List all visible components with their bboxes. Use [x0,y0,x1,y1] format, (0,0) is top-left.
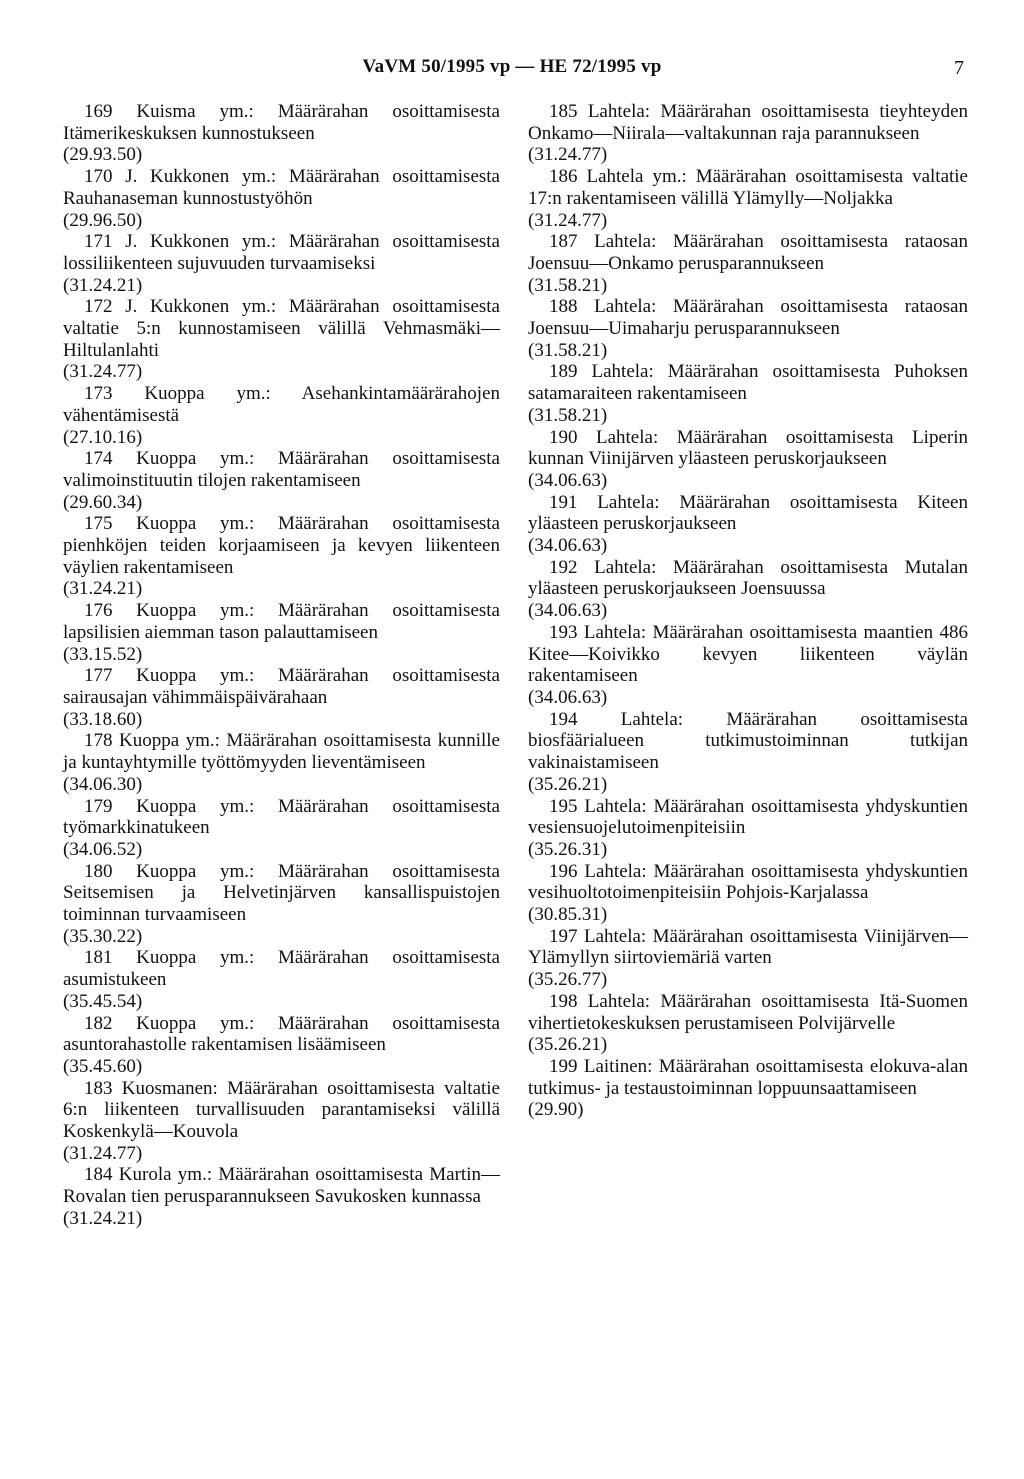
motion-title: 189 Lahtela: Määrärahan osoittamisesta Puhoksen satamaraiteen rakentamiseen [528,361,968,405]
budget-item-code: (31.24.21) [63,1207,143,1229]
motion-entry [63,665,500,730]
budget-item-code: (34.06.63) [528,469,608,491]
budget-item-code: (33.15.52) [63,643,143,665]
motion-title: 193 Lahtela: Määrärahan osoittamisesta maantien 486 Kitee—Koivikko kevyen liikenteen väylän rakentamiseen [528,621,968,687]
motion-title: 190 Lahtela: Määrärahan osoittamisesta Liperin kunnan Viinijärven yläasteen peruskorjaukseen [528,426,968,470]
motion-entry [63,231,500,296]
budget-item-code: (35.45.54) [63,990,143,1012]
motion-entry [63,600,500,665]
budget-item-code: (35.26.31) [528,838,608,860]
budget-item-code: (34.06.52) [63,838,143,860]
motion-entry [63,383,500,448]
budget-item-code: (27.10.16) [63,426,143,448]
motion-entry [528,296,968,361]
motion-title: 186 Lahtela ym.: Määrärahan osoittamisesta valtatie 17:n rakentamiseen välillä Ylämylly—Noljakka [528,166,968,209]
motion-title: 185 Lahtela: Määrärahan osoittamisesta tieyhteyden Onkamo—Niirala—valtakunnan raja parannukseen [528,101,968,144]
motion-title: 197 Lahtela: Määrärahan osoittamisesta Viinijärven—Ylämyllyn siirtoviemäriä varten [528,925,968,969]
motion-entry [528,622,968,709]
budget-item-code: (29.60.34) [63,491,143,513]
motion-entry [528,427,968,492]
motion-entry [528,166,968,231]
motion-title: 198 Lahtela: Määrärahan osoittamisesta Itä-Suomen vihertietokeskuksen perustamiseen Polvijärvelle [528,990,968,1034]
budget-item-code: (34.06.63) [528,600,608,622]
budget-item-code: (31.58.21) [528,274,608,296]
motion-entry [528,991,968,1056]
motion-entry [63,947,500,1012]
motion-entry [528,709,968,796]
budget-item-code: (33.18.60) [63,708,143,730]
budget-item-code: (35.26.21) [528,773,608,795]
motion-entry [63,296,500,383]
budget-item-code: (34.06.30) [63,773,143,795]
budget-item-code: (35.30.22) [63,925,143,947]
motion-title: 176 Kuoppa ym.: Määrärahan osoittamisesta lapsilisien aiemman tason palauttamiseen [63,600,500,643]
motion-title: 170 J. Kukkonen ym.: Määrärahan osoittamisesta Rauhanaseman kunnostustyöhön [63,166,500,209]
motion-title: 169 Kuisma ym.: Määrärahan osoittamisesta Itämerikeskuksen kunnostukseen [63,101,500,144]
motion-title: 188 Lahtela: Määrärahan osoittamisesta rataosan Joensuu—Uimaharju perusparannukseen [528,296,968,340]
budget-item-code: (31.24.77) [63,361,143,383]
right-column [528,101,968,1121]
motion-title: 194 Lahtela: Määrärahan osoittamisesta biosfäärialueen tutkimustoiminnan tutkijan vakinaistamiseen [528,708,968,774]
motion-title: 196 Lahtela: Määrärahan osoittamisesta yhdyskuntien vesihuoltotoimenpiteisiin Pohjois-Karjalassa [528,860,968,904]
motion-title: 180 Kuoppa ym.: Määrärahan osoittamisesta Seitsemisen ja Helvetinjärven kansallispuistojen toiminnan turvaamiseen [63,860,500,926]
motion-entry [528,861,968,926]
motion-title: 199 Laitinen: Määrärahan osoittamisesta elokuva-alan tutkimus- ja testaustoiminnan loppuunsaattamiseen [528,1055,968,1099]
motion-title: 181 Kuoppa ym.: Määrärahan osoittamisesta asumistukeen [63,947,500,991]
motion-entry [63,1013,500,1078]
motion-entry [63,861,500,948]
budget-item-code: (29.93.50) [63,144,143,166]
motion-entry [63,513,500,600]
budget-item-code: (30.85.31) [528,904,608,926]
budget-item-code: (29.96.50) [63,209,143,231]
motion-entry [528,101,968,166]
motion-entry [528,361,968,426]
motion-title: 184 Kurola ym.: Määrärahan osoittamisesta Martin—Rovalan tien perusparannukseen Savukosken kunnassa [63,1164,500,1208]
motion-title: 195 Lahtela: Määrärahan osoittamisesta yhdyskuntien vesiensuojelutoimenpiteisiin [528,795,968,839]
budget-item-code: (31.24.21) [63,578,143,600]
budget-item-code: (31.24.21) [63,274,143,296]
budget-item-code: (29.90) [528,1099,584,1121]
motion-title: 172 J. Kukkonen ym.: Määrärahan osoittamisesta valtatie 5:n kunnostamiseen välillä Vehmasmäki—Hiltulanlahti [63,296,500,361]
motion-entry [63,101,500,166]
page-header [0,56,1024,86]
budget-item-code: (34.06.63) [528,686,608,708]
motion-entry [528,557,968,622]
motion-entry [528,926,968,991]
motion-title: 191 Lahtela: Määrärahan osoittamisesta Kiteen yläasteen peruskorjaukseen [528,491,968,535]
budget-item-code: (31.58.21) [528,404,608,426]
motion-entry [63,448,500,513]
motion-entry [63,1078,500,1165]
page-number: 7 [954,57,964,79]
motion-title: 182 Kuoppa ym.: Määrärahan osoittamisesta asuntorahastolle rakentamisen lisäämiseen [63,1012,500,1056]
motion-title: 171 J. Kukkonen ym.: Määrärahan osoittamisesta lossiliikenteen sujuvuuden turvaamiseksi [63,231,500,274]
document-reference: VaVM 50/1995 vp — HE 72/1995 vp [362,56,662,77]
motion-title: 183 Kuosmanen: Määrärahan osoittamisesta valtatie 6:n liikenteen turvallisuuden parantamiseksi välillä Koskenkylä—Kouvola [63,1077,500,1143]
motion-entry [528,796,968,861]
budget-item-code: (35.26.21) [528,1034,608,1056]
motion-entry [528,1056,968,1121]
motion-entry [528,231,968,296]
motion-title: 173 Kuoppa ym.: Asehankintamäärärahojen vähentämisestä [63,383,500,426]
motion-title: 175 Kuoppa ym.: Määrärahan osoittamisesta pienhköjen teiden korjaamiseen ja kevyen liikenteen väylien rakentamiseen [63,513,500,578]
motion-entry [63,166,500,231]
budget-item-code: (31.24.77) [528,209,608,231]
motion-title: 179 Kuoppa ym.: Määrärahan osoittamisesta työmarkkinatukeen [63,795,500,839]
motion-title: 192 Lahtela: Määrärahan osoittamisesta Mutalan yläasteen peruskorjaukseen Joensuussa [528,556,968,600]
motion-entry [63,796,500,861]
motion-title: 187 Lahtela: Määrärahan osoittamisesta rataosan Joensuu—Onkamo perusparannukseen [528,231,968,274]
motion-entry [63,730,500,795]
motion-title: 177 Kuoppa ym.: Määrärahan osoittamisesta sairausajan vähimmäispäivärahaan [63,665,500,708]
budget-item-code: (31.24.77) [63,1142,143,1164]
motion-entry [528,492,968,557]
motion-title: 174 Kuoppa ym.: Määrärahan osoittamisesta valimoinstituutin tilojen rakentamiseen [63,448,500,491]
motion-entry [63,1164,500,1229]
budget-item-code: (35.45.60) [63,1055,143,1077]
motion-title: 178 Kuoppa ym.: Määrärahan osoittamisesta kunnille ja kuntayhtymille työttömyyden lieventämiseen [63,730,500,774]
budget-item-code: (31.24.77) [528,144,608,166]
budget-item-code: (34.06.63) [528,535,608,557]
left-column [63,101,500,1230]
budget-item-code: (35.26.77) [528,969,608,991]
budget-item-code: (31.58.21) [528,339,608,361]
